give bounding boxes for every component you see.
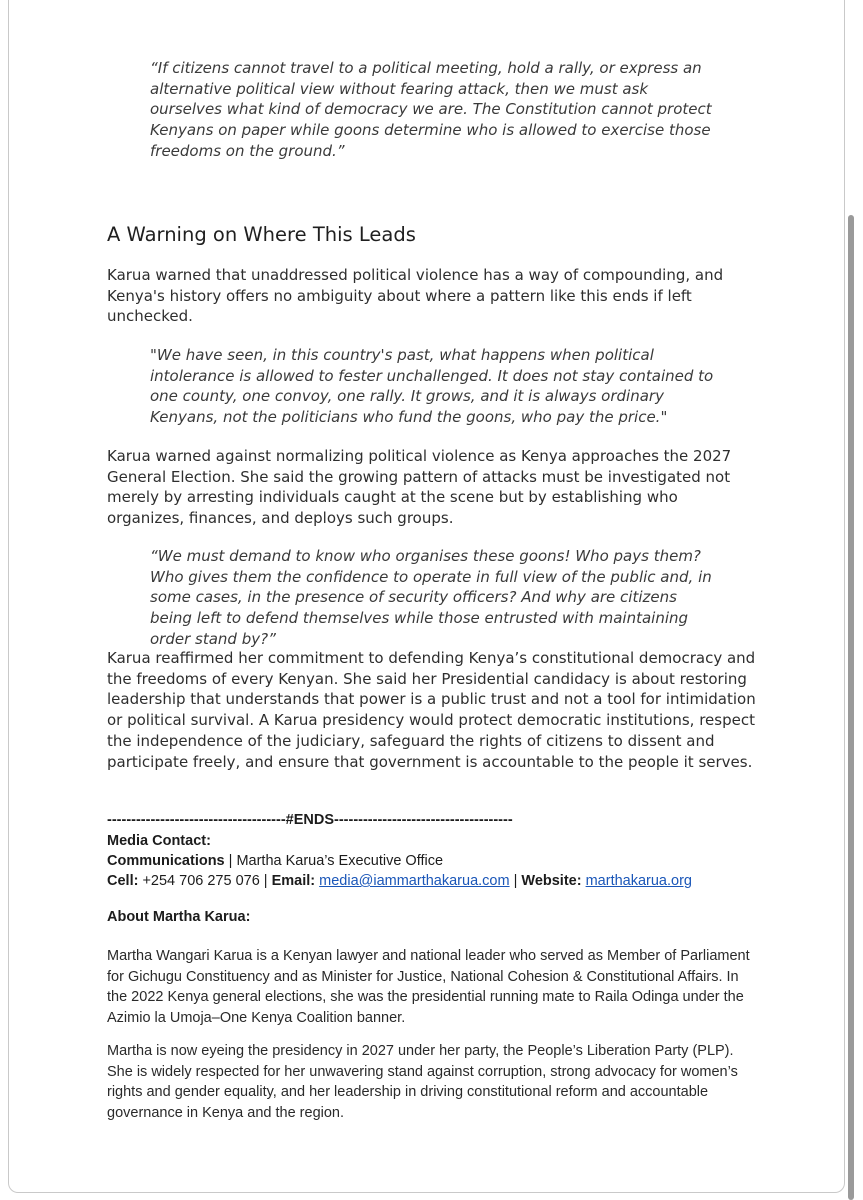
contact-separator: | [509, 873, 522, 889]
cell-value: +254 706 275 076 | [138, 873, 272, 889]
communications-separator: | [224, 853, 237, 869]
about-heading [107, 907, 250, 927]
about-paragraph-bio: Martha Wangari Karua is a Kenyan lawyer and national leader who served as Member of Parliament for Gichugu Constituency and as Minister for Justice, National Cohesion & Constitutional Affairs. In the 2022 Kenya general elections, she was the presidential running mate to Raila Odinga under the Azimio la Umoja–One Kenya Coalition banner. [107, 948, 750, 1027]
ends-divider: -------------------------------------#ENDS------------------------------------- [107, 812, 513, 828]
about-label: About Martha Karua: [107, 909, 251, 925]
media-contact-heading [107, 831, 211, 851]
communications-line [107, 851, 443, 871]
paragraph-commitment: Karua reaffirmed her commitment to defending Kenya’s constitutional democracy and the freedoms of every Kenyan. She said her Presidential candidacy is about restoring leadership that understands that power is a public trust and not a tool for intimidation or political survival. A Karua presidency would protect democratic institutions, respect the independence of the judiciary, safeguard the rights of citizens to dissent and participate freely, and ensure that government is accountable to the people it serves. [107, 649, 756, 771]
quote-intolerance: "We have seen, in this country's past, what happens when political intolerance is allowed to fester unchallenged. It does not stay contained to one county, one convoy, one rally. It grows, and it is always ordinary Kenyans, not the politicians who fund the goons, who pay the price." [150, 346, 714, 427]
website-label: Website: [521, 873, 582, 889]
cell-label: Cell: [107, 873, 139, 889]
about-paragraph-presidency: Martha is now eyeing the presidency in 2027 under her party, the People’s Liberation Party (PLP). She is widely respected for her unwavering stand against corruption, strong advocacy for women’s rights and gender equality, and her leadership in driving constitutional reform and accountable governance in Kenya and the region. [107, 1043, 738, 1122]
email-link[interactable]: media@iammarthakarua.com [319, 873, 510, 889]
media-contact-label: Media Contact: [107, 833, 211, 849]
website-link[interactable]: marthakarua.org [585, 873, 692, 889]
quote-democracy: “If citizens cannot travel to a political meeting, hold a rally, or express an alternative political view without fearing attack, then we must ask ourselves what kind of democracy we are. The Constitution cannot protect Kenyans on paper while goons determine who is allowed to exercise those freedoms on the ground.” [150, 59, 712, 160]
contact-details-line [107, 871, 692, 891]
email-label: Email: [271, 873, 316, 889]
quote-demand: “We must demand to know who organises these goons! Who pays them? Who gives them the confidence to operate in full view of the public and, in some cases, in the presence of security officers? And why are citizens being left to defend themselves while those entrusted with maintaining order stand by?” [150, 547, 712, 648]
section-heading: A Warning on Where This Leads [107, 223, 416, 246]
paragraph-compounding: Karua warned that unaddressed political violence has a way of compounding, and Kenya's history offers no ambiguity about where a pattern like this ends if left unchecked. [107, 266, 724, 326]
communications-value: Martha Karua’s Executive Office [236, 853, 444, 869]
vertical-scrollbar[interactable] [848, 215, 854, 1200]
paragraph-normalizing: Karua warned against normalizing political violence as Kenya approaches the 2027 General Election. She said the growing pattern of attacks must be investigated not merely by arresting individuals caught at the scene but by establishing who organizes, finances, and deploys such groups. [107, 447, 732, 528]
communications-label: Communications [107, 853, 225, 869]
